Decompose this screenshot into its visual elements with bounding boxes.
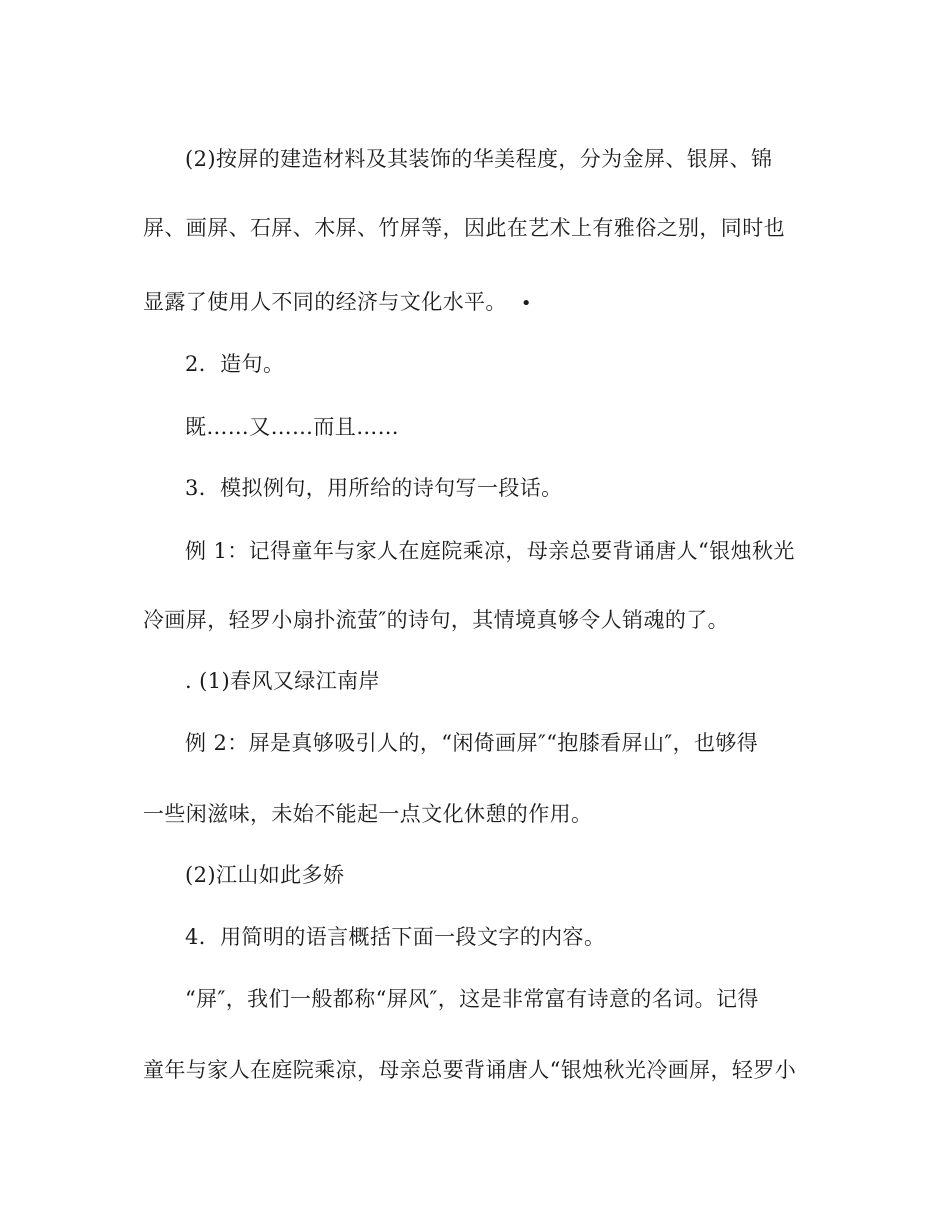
- paragraph-line: [143, 288, 532, 318]
- paragraph-line: 童年与家人在庭院乘凉，母亲总要背诵唐人“银烛秋光冷画屏，轻罗小: [143, 1058, 797, 1082]
- question-heading: 2．造句。: [185, 352, 285, 376]
- bullet-mark: •: [520, 293, 532, 314]
- paragraph-line: . (1)春风又绿江南岸: [185, 669, 380, 693]
- paragraph-line: “屏″，我们一般都称“屏风″，这是非常富有诗意的名词。记得: [185, 987, 759, 1011]
- paragraph-line: 例 2：屏是真够吸引人的，“闲倚画屏″“抱膝看屏山″，也够得: [185, 731, 759, 755]
- paragraph-line-text: 显露了使用人不同的经济与文化水平。: [143, 290, 507, 314]
- paragraph-line: 例 1：记得童年与家人在庭院乘凉，母亲总要背诵唐人“银烛秋光: [185, 539, 795, 563]
- paragraph-line: (2)按屏的建造材料及其装饰的华美程度，分为金屏、银屏、锦: [185, 147, 773, 171]
- paragraph-line: 既……又……而且……: [185, 415, 399, 439]
- question-heading: 4．用简明的语言概括下面一段文字的内容。: [185, 925, 606, 949]
- paragraph-line: (2)江山如此多娇: [185, 863, 345, 887]
- question-heading: 3．模拟例句，用所给的诗句写一段话。: [185, 476, 563, 500]
- paragraph-line: 一些闲滋味，未始不能起一点文化休憩的作用。: [143, 802, 593, 826]
- paragraph-line: 冷画屏，轻罗小扇扑流萤″的诗句，其情境真够令人销魂的了。: [143, 608, 730, 632]
- paragraph-line: 屏、画屏、石屏、木屏、竹屏等，因此在艺术上有雅俗之别，同时也: [143, 216, 785, 240]
